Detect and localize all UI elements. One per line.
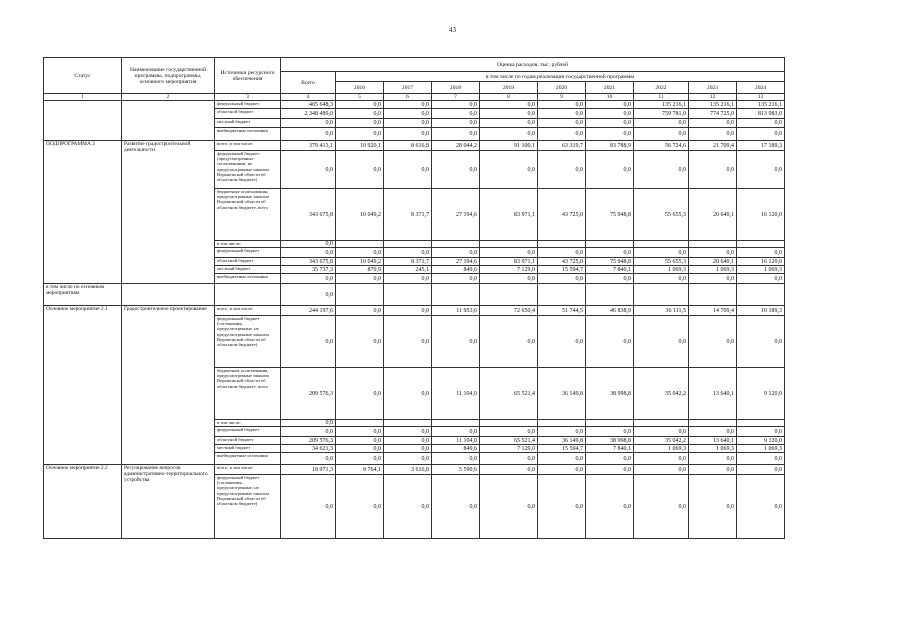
row-value: [384, 241, 432, 248]
row-value: 35 737,3: [281, 266, 336, 274]
row-value: 379 413,1: [281, 141, 336, 151]
row-source: всего, в том числе:: [215, 141, 281, 151]
row-value: 209 576,3: [281, 437, 336, 445]
row-value: 0,0: [480, 101, 538, 109]
table-row: [44, 141, 785, 151]
row-value: 0,0: [432, 119, 480, 128]
year-header: 2019: [480, 82, 538, 94]
row-value: 3 616,8: [384, 465, 432, 475]
year-header: 2020: [538, 82, 586, 94]
row-value: 0,0: [480, 316, 538, 368]
row-value: 0,0: [586, 151, 634, 189]
row-value: 0,0: [538, 475, 586, 539]
row-value: 0,0: [480, 274, 538, 284]
row-value: 16 120,0: [737, 258, 785, 266]
row-value: 209 576,3: [281, 368, 336, 420]
row-value: 83 971,1: [480, 258, 538, 266]
row-source: федеральный бюджет (предусмотренные соглашениями, не предусмотренные законом Воронежской области об областном бюджете): [215, 151, 281, 189]
row-value: 55 655,3: [634, 189, 689, 241]
row-value: 1 069,3: [634, 445, 689, 453]
row-value: 0,0: [586, 465, 634, 475]
row-value: 0,0: [281, 151, 336, 189]
row-value: 0,0: [689, 465, 737, 475]
row-value: [586, 284, 634, 306]
row-value: 0,0: [336, 101, 384, 109]
row-value: [586, 241, 634, 248]
row-value: 0,0: [336, 109, 384, 119]
row-value: 0,0: [432, 151, 480, 189]
year-header: 2022: [634, 82, 689, 94]
row-value: 0,0: [737, 151, 785, 189]
row-value: 0,0: [634, 274, 689, 284]
column-number: 9: [538, 94, 586, 101]
row-value: 10 920,1: [336, 141, 384, 151]
row-value: 1 069,3: [737, 445, 785, 453]
row-status: Основное мероприятие 2.2: [44, 465, 122, 539]
year-header: 2021: [586, 82, 634, 94]
row-value: 21 709,4: [689, 141, 737, 151]
row-name: Развитие градостроительной деятельности: [122, 141, 215, 284]
row-value: 11 104,0: [432, 437, 480, 445]
column-number: 6: [384, 94, 432, 101]
row-source: всего, в том числе:: [215, 465, 281, 475]
row-value: 8 371,7: [384, 189, 432, 241]
row-value: 0,0: [281, 427, 336, 437]
row-value: 0,0: [281, 284, 336, 306]
row-value: 0,0: [384, 445, 432, 453]
row-value: 0,0: [737, 475, 785, 539]
row-value: 72 650,4: [480, 306, 538, 316]
row-value: 0,0: [336, 427, 384, 437]
row-source: областной бюджет: [215, 258, 281, 266]
row-value: 0,0: [586, 109, 634, 119]
header-name: Наименование государственной программы, подпрограммы, основного мероприятия: [122, 58, 215, 94]
table-row: [44, 284, 785, 306]
row-value: [336, 420, 384, 427]
row-value: 0,0: [384, 316, 432, 368]
row-value: 0,0: [689, 128, 737, 141]
row-value: 7 129,0: [480, 445, 538, 453]
row-value: 38 998,8: [586, 368, 634, 420]
row-value: [480, 420, 538, 427]
row-value: 0,0: [336, 119, 384, 128]
row-value: 0,0: [634, 119, 689, 128]
row-value: 55 655,3: [634, 258, 689, 266]
row-value: 0,0: [281, 248, 336, 258]
row-value: 17 189,3: [737, 141, 785, 151]
row-value: 0,0: [538, 465, 586, 475]
row-value: [586, 420, 634, 427]
row-source: федеральный бюджет (соглашения, предусмотренные, не предусмотренные законом Воронежской области об областном бюджете): [215, 475, 281, 539]
row-value: 0,0: [432, 316, 480, 368]
row-value: 9 120,0: [737, 437, 785, 445]
row-value: 0,0: [432, 109, 480, 119]
row-value: 0,0: [737, 453, 785, 465]
row-value: 0,0: [336, 274, 384, 284]
row-value: 56 724,6: [634, 141, 689, 151]
year-header: 2024: [737, 82, 785, 94]
row-value: 0,0: [634, 475, 689, 539]
row-value: 0,0: [538, 101, 586, 109]
column-number: 7: [432, 94, 480, 101]
header-by-year: в том числе по годам реализации государственной программы: [336, 72, 785, 82]
row-value: [689, 284, 737, 306]
row-value: 0,0: [384, 248, 432, 258]
row-value: 0,0: [336, 306, 384, 316]
row-value: 0,0: [336, 316, 384, 368]
row-value: 0,0: [737, 274, 785, 284]
row-value: 0,0: [689, 151, 737, 189]
row-value: [336, 241, 384, 248]
table-row: [44, 465, 785, 475]
row-source: областной бюджет: [215, 109, 281, 119]
row-value: 849,6: [432, 266, 480, 274]
row-value: 35 042,2: [634, 368, 689, 420]
resource-table: [43, 57, 785, 539]
row-value: 5 590,6: [432, 465, 480, 475]
row-value: 43 725,0: [538, 258, 586, 266]
row-value: 9 120,0: [737, 368, 785, 420]
row-value: 774 725,0: [689, 109, 737, 119]
row-value: 0,0: [480, 248, 538, 258]
row-value: 18 971,3: [281, 465, 336, 475]
row-value: 0,0: [384, 437, 432, 445]
row-value: 10 049,2: [336, 189, 384, 241]
column-number: 1: [44, 94, 122, 101]
row-value: 20 640,1: [689, 189, 737, 241]
row-value: [432, 241, 480, 248]
row-value: 36 149,8: [538, 368, 586, 420]
header-source: Источники ресурсного обеспечения: [215, 58, 281, 94]
row-value: 0,0: [281, 241, 336, 248]
row-value: 0,0: [737, 248, 785, 258]
row-value: 0,0: [538, 119, 586, 128]
row-source: местный бюджет: [215, 266, 281, 274]
row-value: [689, 420, 737, 427]
row-value: 0,0: [689, 475, 737, 539]
row-name: Регулирование вопросов административно-территориального устройства: [122, 465, 215, 539]
row-value: 135 216,1: [689, 101, 737, 109]
row-value: 0,0: [336, 445, 384, 453]
row-source: внебюджетные источники: [215, 128, 281, 141]
row-value: 0,0: [586, 316, 634, 368]
row-value: 83 971,1: [480, 189, 538, 241]
row-value: [480, 241, 538, 248]
row-source: внебюджетные источники: [215, 453, 281, 465]
row-value: 0,0: [586, 274, 634, 284]
row-value: 343 675,8: [281, 258, 336, 266]
row-value: 813 983,0: [737, 109, 785, 119]
row-value: 0,0: [281, 274, 336, 284]
row-value: 759 781,0: [634, 109, 689, 119]
row-value: 135 216,1: [737, 101, 785, 109]
row-value: 11 104,0: [432, 368, 480, 420]
row-value: 16 120,0: [737, 189, 785, 241]
row-value: 0,0: [586, 475, 634, 539]
row-value: 1 069,3: [737, 266, 785, 274]
column-number: 12: [689, 94, 737, 101]
year-header: 2017: [384, 82, 432, 94]
row-value: 51 744,5: [538, 306, 586, 316]
row-name: [122, 101, 215, 141]
header-total: Всего: [281, 72, 336, 94]
row-value: 0,0: [384, 453, 432, 465]
row-value: 0,0: [634, 465, 689, 475]
row-value: 9 764,1: [336, 465, 384, 475]
row-value: 7 129,0: [480, 266, 538, 274]
row-value: 0,0: [634, 128, 689, 141]
row-value: 36 149,8: [538, 437, 586, 445]
row-value: 0,0: [689, 316, 737, 368]
row-value: 20 640,1: [689, 258, 737, 266]
row-value: 0,0: [480, 475, 538, 539]
row-value: 0,0: [586, 427, 634, 437]
row-value: 35 042,2: [634, 437, 689, 445]
row-value: 0,0: [336, 128, 384, 141]
row-value: 0,0: [586, 453, 634, 465]
row-value: 1 069,3: [689, 445, 737, 453]
row-source: областной бюджет: [215, 437, 281, 445]
row-value: 245,1: [384, 266, 432, 274]
row-source: бюджетные ассигнования, предусмотренные законом Воронежской области об областном бюджете, всего: [215, 368, 281, 420]
row-value: 65 521,4: [480, 437, 538, 445]
column-number: 8: [480, 94, 538, 101]
row-value: 0,0: [432, 475, 480, 539]
column-number: 10: [586, 94, 634, 101]
row-name: [122, 284, 215, 306]
row-value: 0,0: [538, 128, 586, 141]
row-value: 0,0: [689, 274, 737, 284]
row-value: 0,0: [480, 453, 538, 465]
row-value: 849,6: [432, 445, 480, 453]
year-header: 2016: [336, 82, 384, 94]
row-value: 0,0: [586, 128, 634, 141]
row-value: 0,0: [737, 128, 785, 141]
row-value: 0,0: [384, 151, 432, 189]
row-value: 0,0: [432, 453, 480, 465]
row-value: 135 216,1: [634, 101, 689, 109]
row-value: [538, 241, 586, 248]
header-status: Статус: [44, 58, 122, 94]
page-number: 43: [449, 26, 456, 34]
row-value: 65 521,4: [480, 368, 538, 420]
row-value: 11 953,6: [432, 306, 480, 316]
row-value: 0,0: [432, 128, 480, 141]
row-value: 0,0: [281, 128, 336, 141]
row-value: 0,0: [634, 427, 689, 437]
row-source: местный бюджет: [215, 119, 281, 128]
row-value: 15 594,7: [538, 445, 586, 453]
row-value: 0,0: [432, 101, 480, 109]
row-value: 28 044,2: [432, 141, 480, 151]
row-value: 75 948,8: [586, 258, 634, 266]
column-number: 2: [122, 94, 215, 101]
row-value: 0,0: [281, 316, 336, 368]
row-value: 0,0: [634, 316, 689, 368]
row-source: местный бюджет: [215, 445, 281, 453]
row-value: 0,0: [384, 128, 432, 141]
row-value: 0,0: [538, 316, 586, 368]
row-value: 7 840,1: [586, 266, 634, 274]
row-value: 0,0: [538, 248, 586, 258]
row-value: 0,0: [689, 119, 737, 128]
row-value: 10 049,2: [336, 258, 384, 266]
row-value: [689, 241, 737, 248]
row-value: 0,0: [737, 119, 785, 128]
row-status: ПОДПРОГРАММА 2: [44, 141, 122, 284]
row-value: 0,0: [689, 453, 737, 465]
row-value: [737, 284, 785, 306]
row-value: [737, 241, 785, 248]
row-value: 0,0: [586, 248, 634, 258]
row-value: 1 069,3: [689, 266, 737, 274]
row-value: 0,0: [480, 427, 538, 437]
row-value: [384, 420, 432, 427]
row-value: 75 948,8: [586, 189, 634, 241]
row-value: [634, 420, 689, 427]
row-value: 0,0: [538, 274, 586, 284]
row-source: бюджетные ассигнования, предусмотренные законом Воронежской области об областном бюджете, всего: [215, 189, 281, 241]
row-value: 0,0: [737, 316, 785, 368]
row-value: 15 594,7: [538, 266, 586, 274]
row-source: в том числе:: [215, 241, 281, 248]
row-value: 0,0: [480, 151, 538, 189]
row-value: 405 648,3: [281, 101, 336, 109]
row-value: 7 840,1: [586, 445, 634, 453]
row-value: 0,0: [634, 248, 689, 258]
row-value: 27 194,6: [432, 258, 480, 266]
row-source: всего, в том числе:: [215, 306, 281, 316]
row-value: 36 111,5: [634, 306, 689, 316]
row-value: 13 640,1: [689, 437, 737, 445]
row-value: 0,0: [737, 427, 785, 437]
row-value: 0,0: [432, 274, 480, 284]
column-number: 11: [634, 94, 689, 101]
row-value: 0,0: [538, 453, 586, 465]
row-value: 8 616,8: [384, 141, 432, 151]
row-value: 1 069,3: [634, 266, 689, 274]
row-value: 0,0: [384, 368, 432, 420]
row-source: федеральный бюджет: [215, 101, 281, 109]
column-number: 13: [737, 94, 785, 101]
row-value: 0,0: [384, 475, 432, 539]
row-value: 34 621,3: [281, 445, 336, 453]
table-row: [44, 306, 785, 316]
row-value: 870,9: [336, 266, 384, 274]
row-value: 0,0: [538, 427, 586, 437]
row-value: 0,0: [432, 248, 480, 258]
row-value: 0,0: [737, 465, 785, 475]
row-source: федеральный бюджет (соглашения, предусмотренные, не предусмотренные законом Воронежской области об областном бюджете): [215, 316, 281, 368]
row-value: 0,0: [586, 101, 634, 109]
row-value: 0,0: [384, 427, 432, 437]
row-value: 2 348 489,0: [281, 109, 336, 119]
column-number: 5: [336, 94, 384, 101]
row-value: 0,0: [634, 151, 689, 189]
row-value: [384, 284, 432, 306]
row-value: 0,0: [538, 109, 586, 119]
row-source: федеральный бюджет: [215, 248, 281, 258]
header-estimate: Оценка расходов, тыс. рублей: [281, 58, 785, 72]
row-status: [44, 101, 122, 141]
row-value: [538, 420, 586, 427]
row-value: [737, 420, 785, 427]
row-value: 63 319,7: [538, 141, 586, 151]
row-value: 14 709,4: [689, 306, 737, 316]
row-source: внебюджетные источники: [215, 274, 281, 284]
row-value: 0,0: [384, 101, 432, 109]
year-header: 2023: [689, 82, 737, 94]
row-status: в том числе по основным мероприятиям: [44, 284, 122, 306]
table-row: [44, 101, 785, 109]
row-value: [538, 284, 586, 306]
row-value: 0,0: [384, 119, 432, 128]
row-value: 0,0: [336, 475, 384, 539]
row-value: 244 197,6: [281, 306, 336, 316]
row-value: 0,0: [281, 420, 336, 427]
row-value: 13 640,1: [689, 368, 737, 420]
row-value: 83 788,9: [586, 141, 634, 151]
row-value: 0,0: [432, 427, 480, 437]
row-source: в том числе:: [215, 420, 281, 427]
row-value: 91 100,1: [480, 141, 538, 151]
row-value: 0,0: [586, 119, 634, 128]
column-number: 3: [215, 94, 281, 101]
row-value: 0,0: [384, 306, 432, 316]
row-value: [432, 420, 480, 427]
row-value: [634, 284, 689, 306]
year-header: 2018: [432, 82, 480, 94]
row-value: 0,0: [336, 151, 384, 189]
row-value: 0,0: [336, 437, 384, 445]
row-value: [634, 241, 689, 248]
row-value: 0,0: [281, 475, 336, 539]
row-value: 0,0: [281, 119, 336, 128]
row-value: 0,0: [480, 128, 538, 141]
row-value: [480, 284, 538, 306]
row-value: 0,0: [384, 109, 432, 119]
column-number: 4: [281, 94, 336, 101]
row-value: 27 194,6: [432, 189, 480, 241]
row-value: 43 725,0: [538, 189, 586, 241]
row-value: 0,0: [384, 274, 432, 284]
row-value: 0,0: [689, 427, 737, 437]
row-value: 0,0: [480, 465, 538, 475]
row-value: 0,0: [336, 368, 384, 420]
row-value: [336, 284, 384, 306]
row-status: Основное мероприятие 2.1: [44, 306, 122, 465]
row-value: 8 371,7: [384, 258, 432, 266]
row-value: 0,0: [336, 453, 384, 465]
row-value: 0,0: [538, 151, 586, 189]
row-value: 0,0: [336, 248, 384, 258]
row-value: [432, 284, 480, 306]
row-value: 38 998,8: [586, 437, 634, 445]
row-name: Градостроительное проектирование: [122, 306, 215, 465]
row-source: [215, 284, 281, 306]
row-value: 46 838,9: [586, 306, 634, 316]
row-value: 0,0: [281, 453, 336, 465]
row-value: 0,0: [634, 453, 689, 465]
row-value: 343 675,8: [281, 189, 336, 241]
row-value: 0,0: [480, 109, 538, 119]
row-value: 0,0: [480, 119, 538, 128]
row-value: 10 189,3: [737, 306, 785, 316]
row-value: 0,0: [689, 248, 737, 258]
row-source: федеральный бюджет: [215, 427, 281, 437]
